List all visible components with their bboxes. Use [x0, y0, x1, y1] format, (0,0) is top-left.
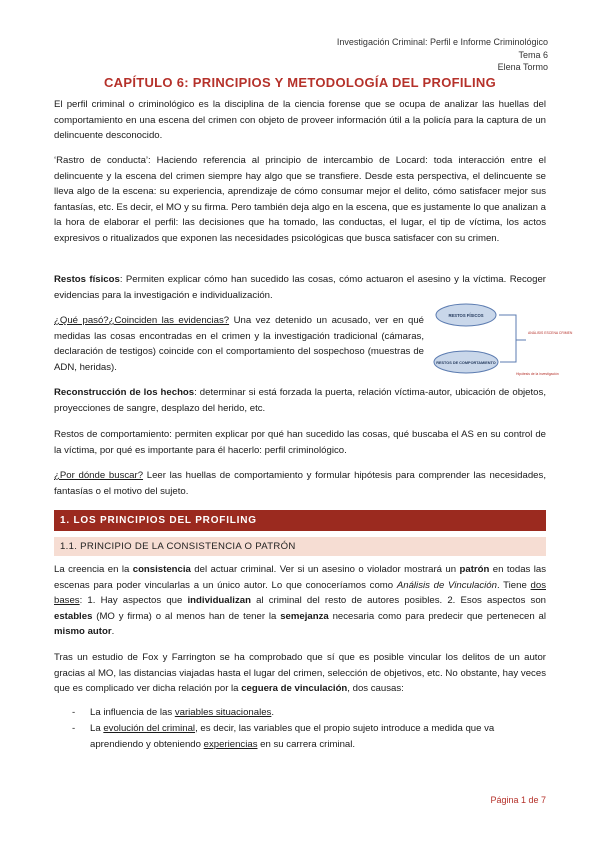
diagram-label-restos-fisicos: RESTOS FÍSICOS: [448, 313, 484, 318]
term-individualizan: individualizan: [187, 595, 251, 606]
header-topic: Tema 6: [518, 49, 548, 60]
term-reconstruccion: Reconstrucción de los hechos: [54, 387, 195, 398]
term-estables: estables: [54, 610, 93, 622]
crime-scene-diagram: [420, 302, 573, 380]
paragraph-rastro-conducta: ‘Rastro de conducta’: Haciendo referencia al principio de intercambio de Locard: toda interacción entre el delincuente y la escena del crimen siempre hay algo que se transfiere. Desde esta perspectiva, el delincuente se lleva algo de la escena: su experiencia, aprendizaje de cómo consumar mejor el delito, cómo satisfacer mejor sus fantasías, etc. Es decir, el MO y su firma. Pero también deja algo en la escena, que es justamente lo que analizan a la hora de elaborar el perfil: las decisiones que ha tomado, las conductas, el lugar, el tip de víctima, los actos expresivos o ritualizados que exponen las necesidades psicológicas que busca satisfacer con su crimen.: [54, 155, 546, 244]
text-run: en su carrera criminal.: [257, 738, 356, 750]
term-ceguera-vinculacion: ceguera de vinculación: [241, 683, 348, 694]
diagram-bracket: [499, 315, 516, 362]
term-restos-fisicos: Restos físicos: [54, 274, 120, 285]
text-run: al criminal del resto de autores posibles. 2. Esos aspectos son: [250, 595, 547, 606]
text-run: Tras un estudio de Fox y Farrington se ha comprobado que sí que es posible vincular los delitos de un autor gracias al MO, las distancias viajadas hasta el lugar del crimen, selección de objetivos, etc. No obstante, hay veces que es complicado ver dicha relación por la: [54, 652, 546, 694]
text-run: , dos causas:: [347, 683, 404, 694]
chapter-title: CAPÍTULO 6: PRINCIPIOS Y METODOLOGÍA DEL PROFILING: [103, 75, 497, 90]
text-run: , es decir, las variables que el propio sujeto introduce a medida que va aprendiendo y obteniendo: [90, 723, 495, 750]
diagram-label-hipotesis: Hipótesis de la investigación: [516, 372, 559, 376]
text-run: necesaria como para predecir que pertenecen al: [328, 610, 547, 622]
question-que-paso: ¿Qué pasó?¿Coinciden las evidencias?: [54, 315, 230, 326]
que-paso-text: Una vez detenido un acusado, ver en qué medidas las cosas encontradas en el crimen y la investigación tradicional (cámaras, declaración de testigos) coincide con el comportamiento del sospechoso (muestras de ADN, heridas).: [54, 315, 424, 373]
term-experiencias: experiencias: [203, 738, 258, 750]
subsection-heading-consistencia: 1.1. PRINCIPIO DE LA CONSISTENCIA O PATRÓN: [54, 537, 546, 556]
page-number: Página 1 de 7: [490, 795, 546, 805]
reconstruccion-text: : determinar si está forzada la puerta, relación víctima-autor, ubicación de objetos, proyecciones de sangre, desplazo del herido, etc.: [54, 387, 546, 414]
text-run: : 1. Hay aspectos que: [79, 595, 188, 606]
text-run: La: [90, 723, 104, 734]
term-patron: patrón: [459, 564, 490, 575]
diagram-label-restos-comportamiento: RESTOS DE COMPORTAMIENTO: [436, 361, 496, 365]
text-run: .: [271, 707, 275, 718]
term-analisis-vinculacion: Análisis de Vinculación: [396, 579, 497, 591]
question-donde-buscar: ¿Por dónde buscar?: [54, 470, 144, 481]
list-bullet: -: [72, 723, 76, 734]
term-dos-bases: dos bases: [54, 579, 546, 606]
paragraph-restos-comportamiento: Restos de comportamiento: permiten explicar por qué han sucedido las cosas, qué buscaba el AS en su control de la víctima, por qué es importante para él hacerlo: perfil criminológico.: [54, 429, 546, 456]
running-header: [337, 36, 548, 74]
list-item-text: [90, 705, 546, 721]
section-heading-principios: 1. LOS PRINCIPIOS DEL PROFILING: [54, 510, 546, 531]
text-run: .: [111, 626, 115, 637]
header-author: Elena Tormo: [497, 62, 548, 72]
restos-fisicos-text: : Permiten explicar cómo han sucedido las cosas, cómo actuaron el asesino y la víctima. Recoger evidencias para la investigación e individualización.: [54, 274, 546, 301]
paragraph-fox-farrington: [54, 650, 546, 697]
text-run: (MO y firma) o al menos han de tener la: [92, 610, 281, 622]
term-semejanza: semejanza: [280, 610, 329, 622]
text-run: del actuar criminal. Ver si un asesino o violador mostrará un: [190, 564, 460, 575]
donde-buscar-text: Leer las huellas de comportamiento y formular hipótesis para comprender las necesidades, fantasías o el motivo del sujeto.: [54, 470, 546, 497]
paragraph-consistencia: [54, 562, 546, 640]
header-course: Investigación Criminal: Perfil e Informe Criminológico: [336, 37, 548, 47]
list-item-text: [90, 721, 546, 752]
term-evolucion-criminal: evolución del criminal: [103, 723, 196, 734]
paragraph-definition: El perfil criminal o criminológico es la disciplina de la ciencia forense que se ocupa de analizar las huellas del comportamiento en una escena del crimen con objeto de proveer información útil a la policía para la captura de un delincuente desconocido.: [54, 99, 546, 141]
text-run: La creencia en la: [54, 564, 133, 575]
text-run: . Tiene: [496, 579, 531, 591]
text-run: en todas las escenas para poder vincularlas a un único autor. Lo que conoceríamos como: [54, 564, 547, 591]
term-mismo-autor: mismo autor: [54, 626, 112, 637]
paragraph-donde-buscar: [54, 468, 546, 499]
term-consistencia: consistencia: [132, 564, 191, 575]
paragraph-restos-fisicos: [54, 272, 546, 303]
paragraph-que-paso: [54, 313, 424, 375]
list-bullet: -: [72, 707, 76, 718]
paragraph-reconstruccion: [54, 385, 546, 416]
term-variables-situacionales: variables situacionales: [174, 707, 272, 718]
diagram-label-analisis: ANÁLISIS ESCENA CRIMEN: [528, 331, 573, 335]
text-run: La influencia de las: [90, 707, 175, 718]
